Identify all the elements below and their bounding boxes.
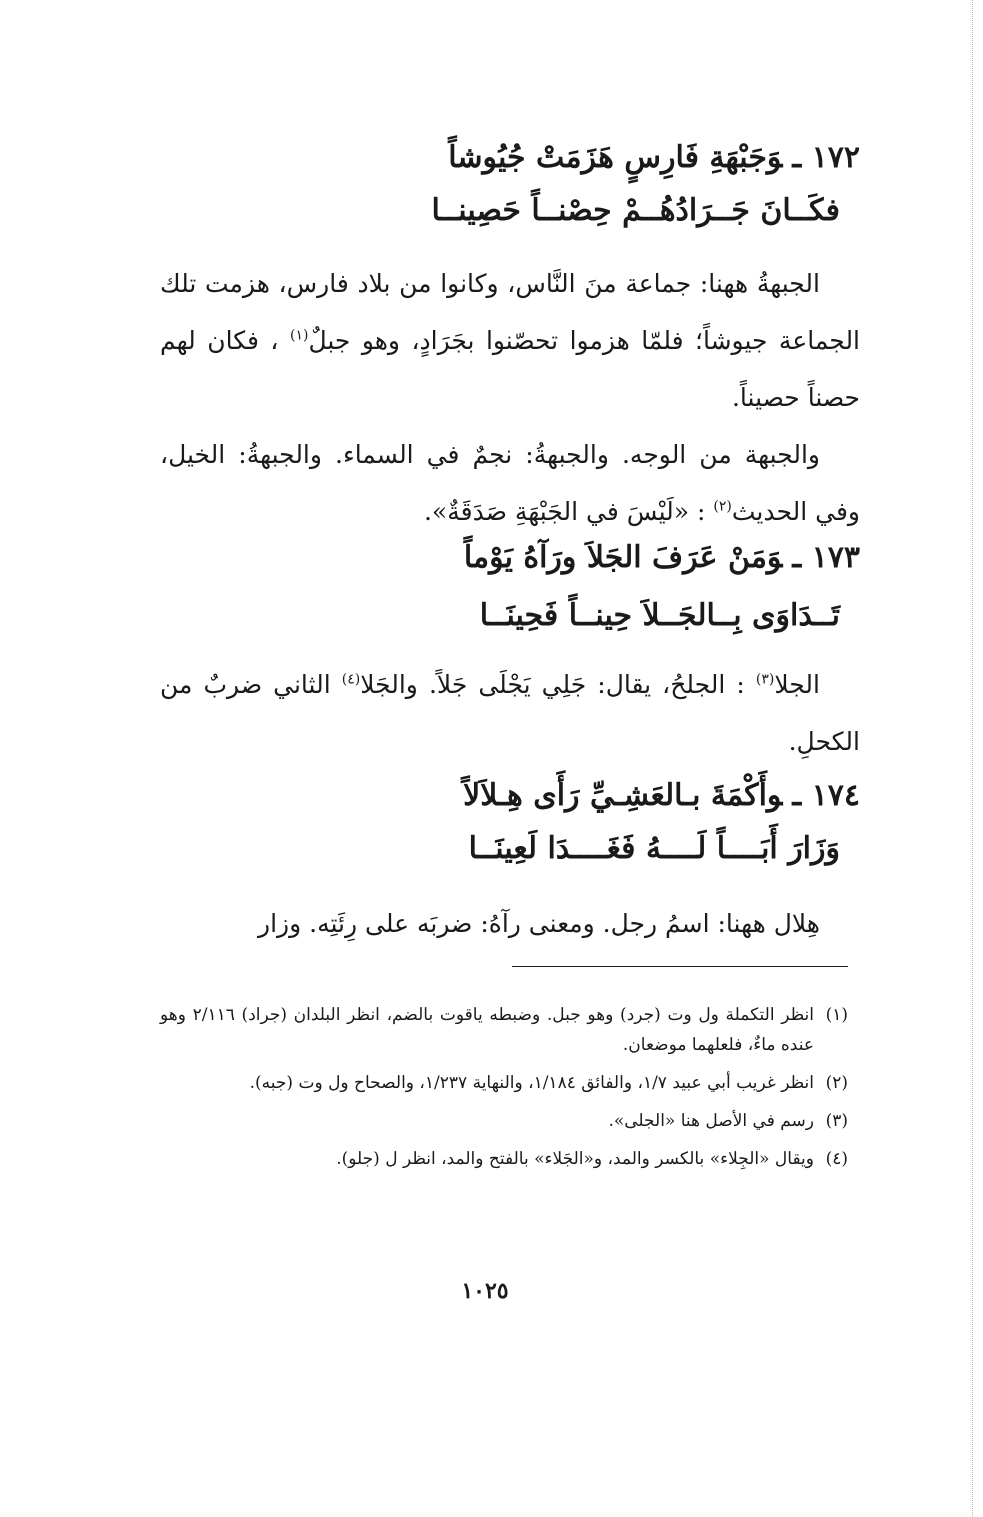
verse-text: وأَكْمَةَ بـالعَشِـيِّ رَأَى هِـلاَلاً	[463, 778, 783, 813]
commentary-paragraph: الجبهةُ ههنا: جماعة منَ النَّاس، وكانوا من بلاد فارس، هزمت تلك الجماعة جيوشاً؛ فلمّا هزموا تحصّنوا بجَرَادٍ، وهو جبلٌ$^{(١)}$ ، فكان لهم حصناً حصيناً.	[160, 269, 861, 412]
footnote-text: ويقال «الجِلاء» بالكسر والمد، و«الجَلاء» بالفتح والمد، انظر ل (جلو).	[336, 1149, 814, 1169]
footnote-ref: (٤)	[341, 671, 361, 688]
verse-174-first-hemistich	[463, 778, 860, 813]
footnote-text: انظر التكملة ول وت (جرد) وهو جبل. وضبطه ياقوت بالضم، انظر البلدان (جراد) ٢/١١٦ وهو عنده ماءٌ، فلعلهما موضعان.	[160, 1005, 814, 1055]
verse-number: ١٧٣ ـ	[792, 540, 860, 575]
footnote-number: (٤)	[825, 1149, 848, 1169]
footnote-ref: (٢)	[713, 498, 732, 515]
verse-number: ١٧٤ ـ	[792, 778, 860, 813]
verse-text: وَجَبْهَةِ فَارِسٍ هَزَمَتْ جُيُوشاً	[448, 140, 783, 175]
footnote	[160, 1106, 848, 1136]
footnote-number: (٢)	[825, 1073, 848, 1093]
footnote	[160, 1000, 848, 1060]
page-number: ١٠٢٥	[461, 1278, 509, 1304]
footnote-number: (١)	[825, 1005, 848, 1025]
verse-172-first-hemistich	[448, 140, 860, 175]
verse-173-second-hemistich: تَــدَاوَى بِــالجَــلاَ حِينــاً فَحِينَــا	[479, 598, 840, 633]
footnote-text: رسم في الأصل هنا «الجلى».	[608, 1111, 814, 1131]
verse-number: ١٧٢ ـ	[792, 140, 860, 175]
footnote-ref: (١)	[289, 327, 309, 344]
footnote	[160, 1144, 848, 1174]
footnote	[160, 1068, 848, 1098]
verse-174-second-hemistich: وَزَارَ أَبَــــاً لَــــهُ فَغَــــدَا لَعِينَــا	[468, 831, 840, 866]
footnote-separator	[512, 966, 848, 967]
verse-173-first-hemistich	[464, 540, 860, 575]
page-edge-line	[972, 0, 973, 1517]
verse-172-second-hemistich: فكَــانَ جَــرَادُهُــمْ حِصْنــاً حَصِينــا	[431, 193, 840, 228]
footnote-ref: (٣)	[755, 671, 775, 688]
footnote-number: (٣)	[825, 1111, 848, 1131]
commentary-paragraph: هِلال ههنا: اسمُ رجل. ومعنى رآهُ: ضربَه على رِئَتِه. وزار	[258, 909, 820, 938]
footnotes	[160, 1000, 848, 1182]
commentary-paragraph: والجبهة من الوجه. والجبهةُ: نجمٌ في السماء. والجبهةُ: الخيل، وفي الحديث$^{(٢)}$ : «لَيْسَ في الجَبْهَةِ صَدَقَةٌ».	[160, 440, 860, 526]
verse-text: وَمَنْ عَرَفَ الجَلاَ ورَآهُ يَوْماً	[463, 540, 783, 575]
commentary-paragraph: الجلا$^{(٣)}$ : الجلحُ، يقال: جَلِي يَجْلَى جَلاً. والجَلا$^{(٤)}$ الثاني ضربٌ من الكحلِ.	[160, 670, 860, 756]
footnote-text: انظر غريب أبي عبيد ١/٧، والفائق ١/١٨٤، والنهاية ١/٢٣٧، والصحاح ول وت (جبه).	[249, 1073, 814, 1093]
